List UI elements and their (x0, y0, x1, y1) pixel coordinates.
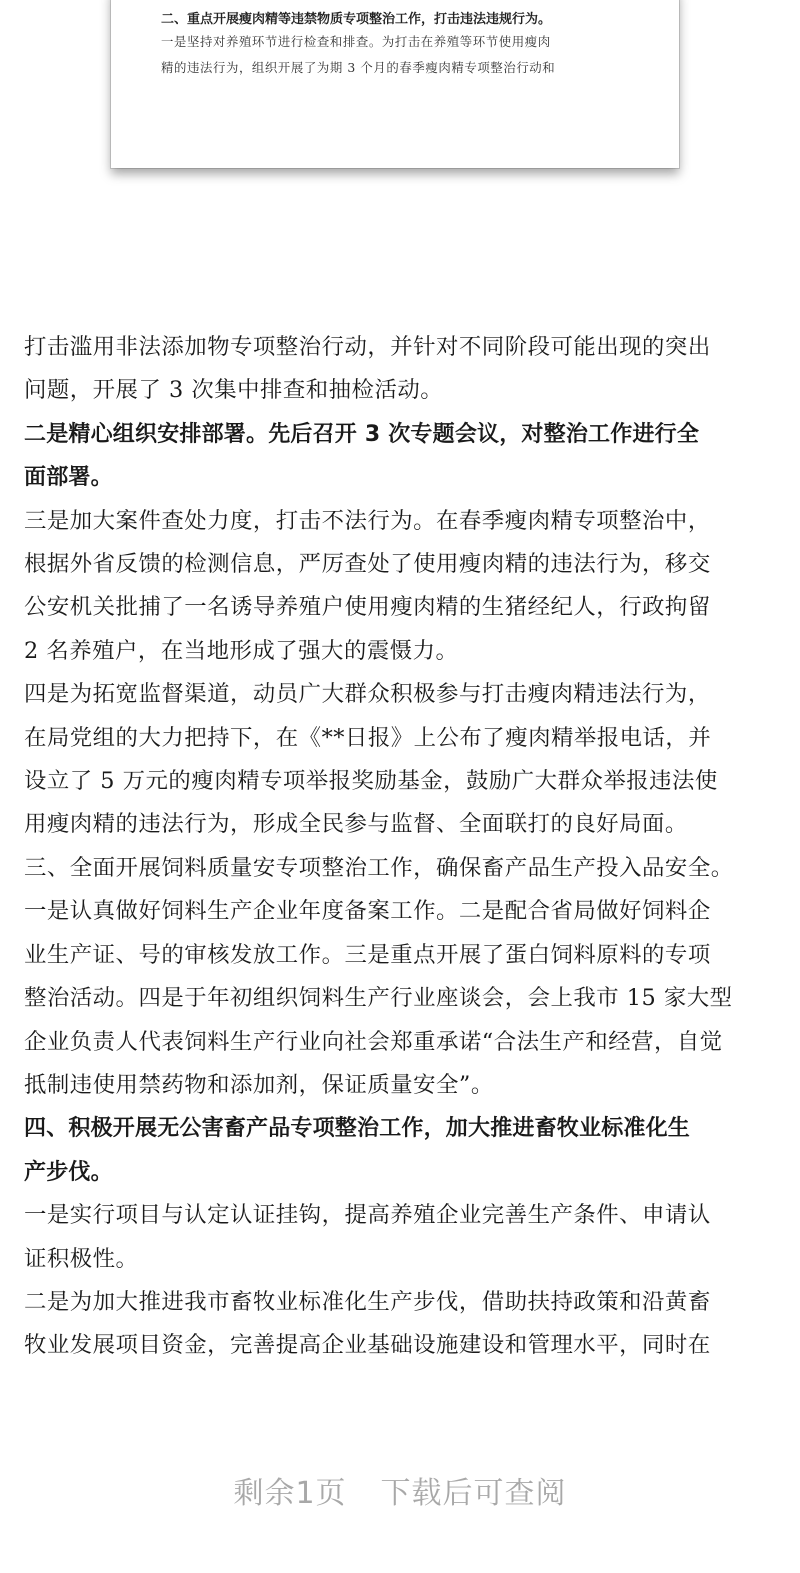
section-heading-line: 产步伐。 (24, 1159, 113, 1185)
body-text-line: 一是认真做好饲料生产企业年度备案工作。二是配合省局做好饲料企 (24, 898, 711, 925)
body-text-line: 牧业发展项目资金，完善提高企业基础设施建设和管理水平，同时在 (24, 1332, 711, 1359)
body-text-line: 证积极性。 (24, 1245, 139, 1272)
document-body (24, 326, 784, 1368)
body-text-line: 抵制违使用禁药物和添加剂，保证质量安全”。 (24, 1071, 494, 1098)
body-text-line: 一是实行项目与认定认证挂钩，提高养殖企业完善生产条件、申请认 (24, 1202, 711, 1229)
body-text-line: 根据外省反馈的检测信息，严厉查处了使用瘦肉精的违法行为，移交 (24, 551, 711, 578)
body-text-line: 用瘦肉精的违法行为，形成全民参与监督、全面联打的良好局面。 (24, 811, 688, 838)
download-to-view-text[interactable]: 下载后可查阅 (380, 1476, 567, 1511)
body-text-line: 设立了 5 万元的瘦肉精专项举报奖励基金，鼓励广大群众举报违法使 (24, 768, 718, 795)
body-text-line: 四是为拓宽监督渠道，动员广大群众积极参与打击瘦肉精违法行为， (24, 681, 711, 708)
body-text-line: 三、全面开展饲料质量安专项整治工作，确保畜产品生产投入品安全。 (24, 854, 734, 881)
body-text-line: 整治活动。四是于年初组织饲料生产行业座谈会，会上我市 15 家大型 (24, 985, 733, 1012)
body-text-line: 企业负责人代表饲料生产行业向社会郑重承诺“合法生产和经营，自觉 (24, 1028, 723, 1055)
body-text-line: 业生产证、号的审核发放工作。三是重点开展了蛋白饲料原料的专项 (24, 941, 711, 968)
card-heading: 二、重点开展瘦肉精等违禁物质专项整治工作，打击违法违规行为。 (161, 12, 552, 27)
body-text-line: 打击滥用非法添加物专项整治行动，并针对不同阶段可能出现的突出 (24, 334, 711, 360)
body-text-line: 2 名养殖户，在当地形成了强大的震慑力。 (24, 637, 459, 664)
card-line: 精的违法行为，组织开展了为期 3 个月的春季瘦肉精专项整治行动和 (161, 60, 556, 75)
card-line: 一是坚持对养殖环节进行检查和排查。为打击在养殖等环节使用瘦肉 (161, 34, 551, 49)
preview-page-card (111, 0, 679, 168)
remaining-pages-text[interactable]: 剩余1页 (233, 1476, 347, 1511)
body-text-line: 在局党组的大力把持下，在《**日报》上公布了瘦肉精举报电话，并 (24, 724, 712, 751)
body-text-line: 二是为加大推进我市畜牧业标准化生产步伐，借助扶持政策和沿黄畜 (24, 1288, 711, 1315)
body-text-line: 公安机关批捕了一名诱导养殖户使用瘦肉精的生猪经纪人，行政拘留 (24, 594, 711, 621)
section-heading-line: 二是精心组织安排部署。先后召开 3 次专题会议，对整治工作进行全 (24, 421, 700, 447)
body-text-line: 问题，开展了 3 次集中排查和抽检活动。 (24, 377, 444, 404)
body-text-line: 三是加大案件查处力度，打击不法行为。在春季瘦肉精专项整治中， (24, 507, 711, 534)
section-heading-line: 面部署。 (24, 465, 113, 491)
section-heading-line: 四、积极开展无公害畜产品专项整治工作，加大推进畜牧业标准化生 (24, 1116, 691, 1142)
download-prompt[interactable] (0, 1468, 800, 1512)
